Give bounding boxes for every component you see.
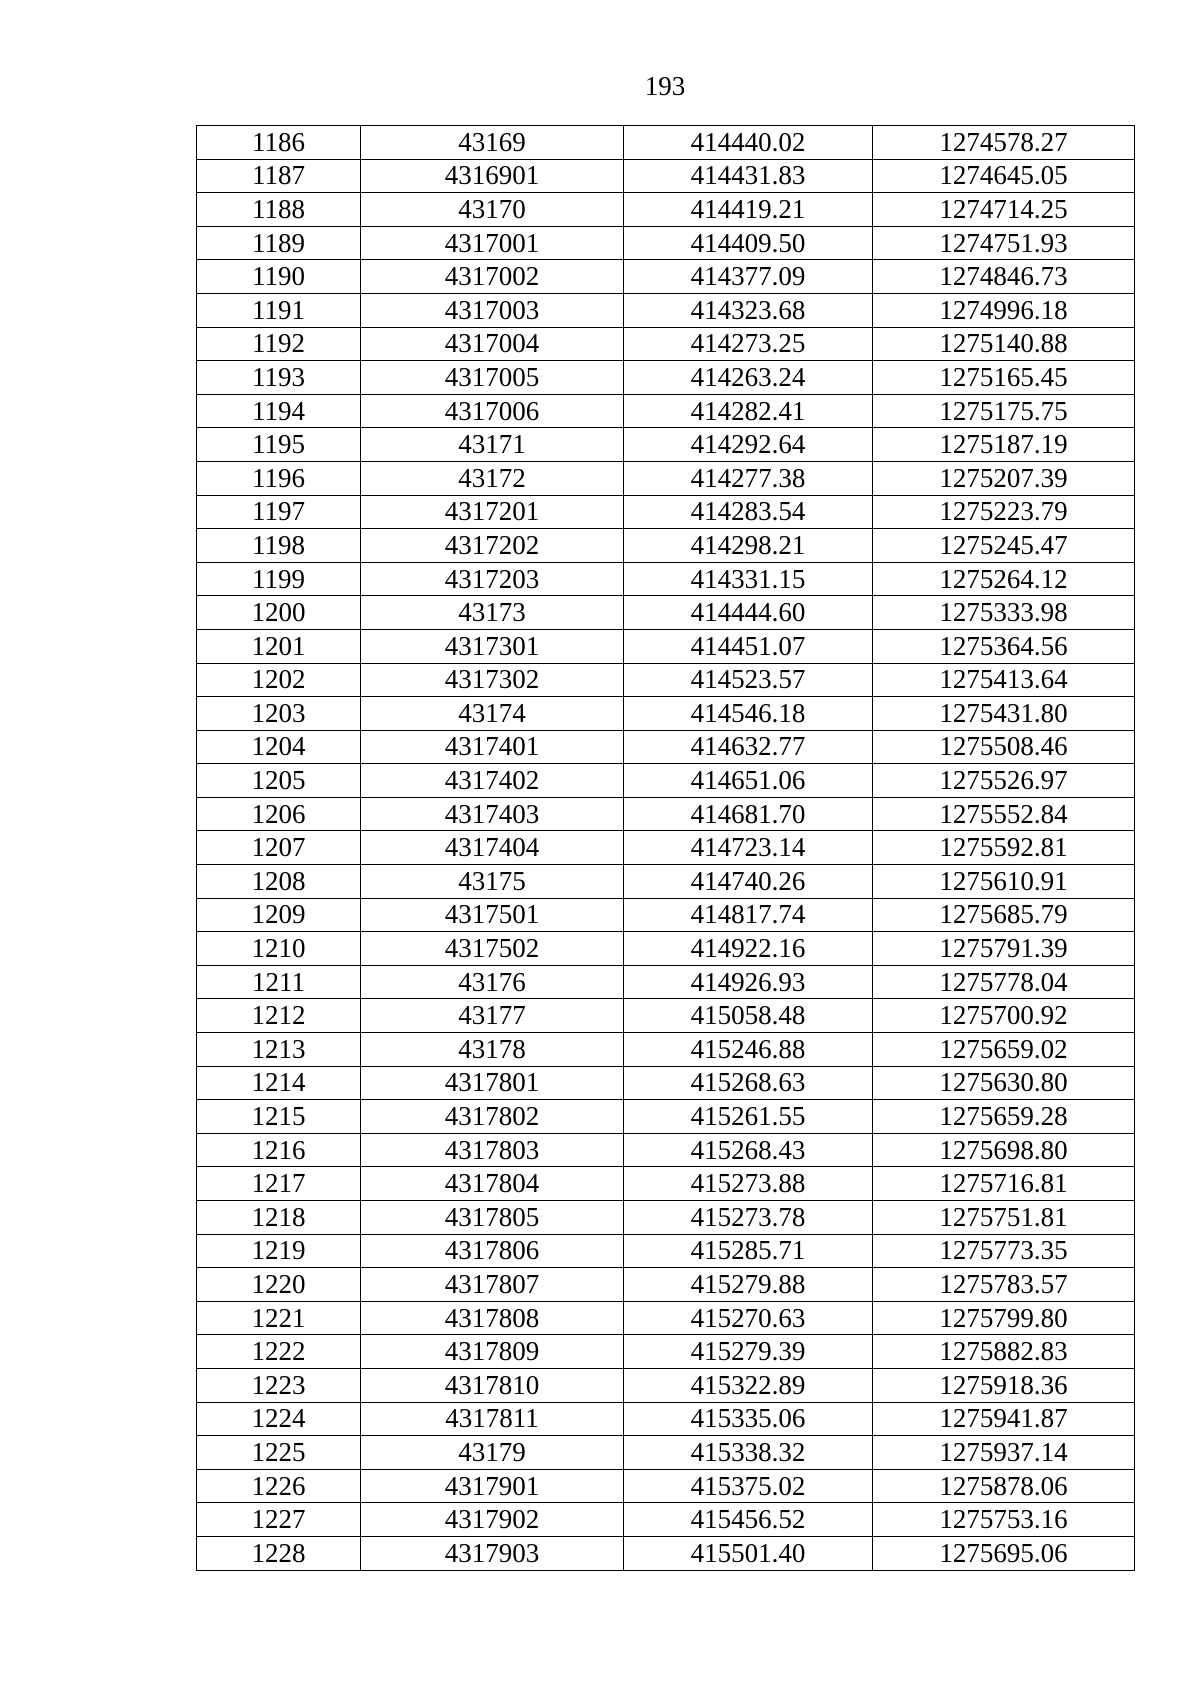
point-id-cell: 4317808 xyxy=(361,1301,624,1335)
x-coordinate-cell: 415268.63 xyxy=(624,1066,873,1100)
point-id-cell: 4317502 xyxy=(361,932,624,966)
x-coordinate-cell: 414282.41 xyxy=(624,394,873,428)
row-number-cell: 1224 xyxy=(197,1402,361,1436)
y-coordinate-cell: 1275878.06 xyxy=(873,1469,1135,1503)
table-row xyxy=(197,865,1135,899)
table-row xyxy=(197,1536,1135,1570)
table-row xyxy=(197,1335,1135,1369)
row-number-cell: 1188 xyxy=(197,193,361,227)
point-id-cell: 4317403 xyxy=(361,797,624,831)
x-coordinate-cell: 414273.25 xyxy=(624,327,873,361)
table-row xyxy=(197,1100,1135,1134)
row-number-cell: 1203 xyxy=(197,697,361,731)
y-coordinate-cell: 1275659.28 xyxy=(873,1100,1135,1134)
y-coordinate-cell: 1275791.39 xyxy=(873,932,1135,966)
table-row xyxy=(197,1066,1135,1100)
table-row xyxy=(197,260,1135,294)
y-coordinate-cell: 1275165.45 xyxy=(873,361,1135,395)
row-number-cell: 1211 xyxy=(197,965,361,999)
row-number-cell: 1220 xyxy=(197,1268,361,1302)
row-number-cell: 1222 xyxy=(197,1335,361,1369)
table-row xyxy=(197,293,1135,327)
y-coordinate-cell: 1275592.81 xyxy=(873,831,1135,865)
point-id-cell: 4316901 xyxy=(361,159,624,193)
x-coordinate-cell: 414651.06 xyxy=(624,764,873,798)
x-coordinate-cell: 415338.32 xyxy=(624,1436,873,1470)
point-id-cell: 4317003 xyxy=(361,293,624,327)
point-id-cell: 4317801 xyxy=(361,1066,624,1100)
table-row xyxy=(197,1268,1135,1302)
x-coordinate-cell: 414817.74 xyxy=(624,898,873,932)
point-id-cell: 43174 xyxy=(361,697,624,731)
table-row xyxy=(197,764,1135,798)
y-coordinate-cell: 1275751.81 xyxy=(873,1201,1135,1235)
table-row xyxy=(197,1402,1135,1436)
row-number-cell: 1228 xyxy=(197,1536,361,1570)
x-coordinate-cell: 414723.14 xyxy=(624,831,873,865)
table-row xyxy=(197,1436,1135,1470)
x-coordinate-cell: 414377.09 xyxy=(624,260,873,294)
table-row xyxy=(197,898,1135,932)
x-coordinate-cell: 415456.52 xyxy=(624,1503,873,1537)
point-id-cell: 4317201 xyxy=(361,495,624,529)
table-row xyxy=(197,831,1135,865)
x-coordinate-cell: 414523.57 xyxy=(624,663,873,697)
table-row xyxy=(197,965,1135,999)
table-row xyxy=(197,629,1135,663)
table-row xyxy=(197,663,1135,697)
point-id-cell: 43169 xyxy=(361,126,624,160)
x-coordinate-cell: 414926.93 xyxy=(624,965,873,999)
table-row xyxy=(197,428,1135,462)
table-row xyxy=(197,361,1135,395)
row-number-cell: 1226 xyxy=(197,1469,361,1503)
x-coordinate-cell: 415279.88 xyxy=(624,1268,873,1302)
point-id-cell: 4317806 xyxy=(361,1234,624,1268)
y-coordinate-cell: 1274645.05 xyxy=(873,159,1135,193)
x-coordinate-cell: 414263.24 xyxy=(624,361,873,395)
x-coordinate-cell: 414546.18 xyxy=(624,697,873,731)
x-coordinate-cell: 414409.50 xyxy=(624,226,873,260)
row-number-cell: 1196 xyxy=(197,461,361,495)
x-coordinate-cell: 414292.64 xyxy=(624,428,873,462)
table-row xyxy=(197,1368,1135,1402)
y-coordinate-cell: 1274996.18 xyxy=(873,293,1135,327)
point-id-cell: 4317902 xyxy=(361,1503,624,1537)
row-number-cell: 1209 xyxy=(197,898,361,932)
point-id-cell: 4317804 xyxy=(361,1167,624,1201)
table-row xyxy=(197,394,1135,428)
x-coordinate-cell: 414681.70 xyxy=(624,797,873,831)
row-number-cell: 1210 xyxy=(197,932,361,966)
row-number-cell: 1190 xyxy=(197,260,361,294)
y-coordinate-cell: 1275685.79 xyxy=(873,898,1135,932)
page-number: 193 xyxy=(644,71,686,101)
point-id-cell: 4317810 xyxy=(361,1368,624,1402)
y-coordinate-cell: 1275630.80 xyxy=(873,1066,1135,1100)
point-id-cell: 4317302 xyxy=(361,663,624,697)
x-coordinate-cell: 415268.43 xyxy=(624,1133,873,1167)
y-coordinate-cell: 1275223.79 xyxy=(873,495,1135,529)
y-coordinate-cell: 1275778.04 xyxy=(873,965,1135,999)
x-coordinate-cell: 414323.68 xyxy=(624,293,873,327)
table-row xyxy=(197,932,1135,966)
point-id-cell: 4317202 xyxy=(361,529,624,563)
table-row xyxy=(197,193,1135,227)
y-coordinate-cell: 1275245.47 xyxy=(873,529,1135,563)
row-number-cell: 1212 xyxy=(197,999,361,1033)
row-number-cell: 1194 xyxy=(197,394,361,428)
x-coordinate-cell: 415273.88 xyxy=(624,1167,873,1201)
x-coordinate-cell: 414444.60 xyxy=(624,596,873,630)
y-coordinate-cell: 1275413.64 xyxy=(873,663,1135,697)
row-number-cell: 1186 xyxy=(197,126,361,160)
y-coordinate-cell: 1275264.12 xyxy=(873,562,1135,596)
row-number-cell: 1207 xyxy=(197,831,361,865)
point-id-cell: 4317802 xyxy=(361,1100,624,1134)
row-number-cell: 1225 xyxy=(197,1436,361,1470)
table-row xyxy=(197,596,1135,630)
y-coordinate-cell: 1275918.36 xyxy=(873,1368,1135,1402)
x-coordinate-cell: 414419.21 xyxy=(624,193,873,227)
row-number-cell: 1219 xyxy=(197,1234,361,1268)
row-number-cell: 1202 xyxy=(197,663,361,697)
y-coordinate-cell: 1275882.83 xyxy=(873,1335,1135,1369)
row-number-cell: 1218 xyxy=(197,1201,361,1235)
coordinate-table-body xyxy=(197,126,1135,1571)
x-coordinate-cell: 414740.26 xyxy=(624,865,873,899)
x-coordinate-cell: 414431.83 xyxy=(624,159,873,193)
x-coordinate-cell: 414298.21 xyxy=(624,529,873,563)
point-id-cell: 43171 xyxy=(361,428,624,462)
point-id-cell: 4317005 xyxy=(361,361,624,395)
x-coordinate-cell: 414277.38 xyxy=(624,461,873,495)
table-row xyxy=(197,730,1135,764)
row-number-cell: 1198 xyxy=(197,529,361,563)
point-id-cell: 4317404 xyxy=(361,831,624,865)
point-id-cell: 4317811 xyxy=(361,1402,624,1436)
y-coordinate-cell: 1275175.75 xyxy=(873,394,1135,428)
y-coordinate-cell: 1275333.98 xyxy=(873,596,1135,630)
point-id-cell: 4317002 xyxy=(361,260,624,294)
y-coordinate-cell: 1275610.91 xyxy=(873,865,1135,899)
coordinate-table xyxy=(196,125,1135,1571)
y-coordinate-cell: 1275508.46 xyxy=(873,730,1135,764)
point-id-cell: 4317006 xyxy=(361,394,624,428)
y-coordinate-cell: 1275799.80 xyxy=(873,1301,1135,1335)
point-id-cell: 43177 xyxy=(361,999,624,1033)
y-coordinate-cell: 1275753.16 xyxy=(873,1503,1135,1537)
x-coordinate-cell: 415261.55 xyxy=(624,1100,873,1134)
row-number-cell: 1204 xyxy=(197,730,361,764)
point-id-cell: 4317803 xyxy=(361,1133,624,1167)
point-id-cell: 43173 xyxy=(361,596,624,630)
table-row xyxy=(197,126,1135,160)
table-row xyxy=(197,495,1135,529)
point-id-cell: 43179 xyxy=(361,1436,624,1470)
x-coordinate-cell: 415285.71 xyxy=(624,1234,873,1268)
table-row xyxy=(197,1503,1135,1537)
x-coordinate-cell: 415058.48 xyxy=(624,999,873,1033)
point-id-cell: 43170 xyxy=(361,193,624,227)
y-coordinate-cell: 1275773.35 xyxy=(873,1234,1135,1268)
table-row xyxy=(197,1234,1135,1268)
y-coordinate-cell: 1275526.97 xyxy=(873,764,1135,798)
point-id-cell: 4317809 xyxy=(361,1335,624,1369)
x-coordinate-cell: 415501.40 xyxy=(624,1536,873,1570)
row-number-cell: 1199 xyxy=(197,562,361,596)
row-number-cell: 1191 xyxy=(197,293,361,327)
table-row xyxy=(197,697,1135,731)
point-id-cell: 4317004 xyxy=(361,327,624,361)
table-row xyxy=(197,1301,1135,1335)
x-coordinate-cell: 415273.78 xyxy=(624,1201,873,1235)
x-coordinate-cell: 415335.06 xyxy=(624,1402,873,1436)
table-row xyxy=(197,159,1135,193)
row-number-cell: 1197 xyxy=(197,495,361,529)
row-number-cell: 1221 xyxy=(197,1301,361,1335)
x-coordinate-cell: 414331.15 xyxy=(624,562,873,596)
point-id-cell: 4317402 xyxy=(361,764,624,798)
table-row xyxy=(197,562,1135,596)
y-coordinate-cell: 1275941.87 xyxy=(873,1402,1135,1436)
point-id-cell: 4317001 xyxy=(361,226,624,260)
table-row xyxy=(197,226,1135,260)
x-coordinate-cell: 415322.89 xyxy=(624,1368,873,1402)
y-coordinate-cell: 1275207.39 xyxy=(873,461,1135,495)
table-row xyxy=(197,1033,1135,1067)
y-coordinate-cell: 1275364.56 xyxy=(873,629,1135,663)
row-number-cell: 1214 xyxy=(197,1066,361,1100)
point-id-cell: 4317401 xyxy=(361,730,624,764)
table-row xyxy=(197,1201,1135,1235)
y-coordinate-cell: 1274714.25 xyxy=(873,193,1135,227)
x-coordinate-cell: 414632.77 xyxy=(624,730,873,764)
y-coordinate-cell: 1275695.06 xyxy=(873,1536,1135,1570)
x-coordinate-cell: 415375.02 xyxy=(624,1469,873,1503)
y-coordinate-cell: 1275700.92 xyxy=(873,999,1135,1033)
y-coordinate-cell: 1275783.57 xyxy=(873,1268,1135,1302)
row-number-cell: 1193 xyxy=(197,361,361,395)
x-coordinate-cell: 415279.39 xyxy=(624,1335,873,1369)
point-id-cell: 4317301 xyxy=(361,629,624,663)
row-number-cell: 1223 xyxy=(197,1368,361,1402)
row-number-cell: 1201 xyxy=(197,629,361,663)
table-row xyxy=(197,529,1135,563)
table-row xyxy=(197,1167,1135,1201)
y-coordinate-cell: 1274578.27 xyxy=(873,126,1135,160)
table-row xyxy=(197,461,1135,495)
table-row xyxy=(197,327,1135,361)
y-coordinate-cell: 1275716.81 xyxy=(873,1167,1135,1201)
row-number-cell: 1216 xyxy=(197,1133,361,1167)
row-number-cell: 1189 xyxy=(197,226,361,260)
row-number-cell: 1195 xyxy=(197,428,361,462)
table-row xyxy=(197,1469,1135,1503)
y-coordinate-cell: 1275937.14 xyxy=(873,1436,1135,1470)
x-coordinate-cell: 414283.54 xyxy=(624,495,873,529)
point-id-cell: 4317203 xyxy=(361,562,624,596)
row-number-cell: 1213 xyxy=(197,1033,361,1067)
y-coordinate-cell: 1275187.19 xyxy=(873,428,1135,462)
x-coordinate-cell: 414922.16 xyxy=(624,932,873,966)
point-id-cell: 43172 xyxy=(361,461,624,495)
x-coordinate-cell: 415246.88 xyxy=(624,1033,873,1067)
point-id-cell: 4317807 xyxy=(361,1268,624,1302)
x-coordinate-cell: 414440.02 xyxy=(624,126,873,160)
point-id-cell: 4317805 xyxy=(361,1201,624,1235)
row-number-cell: 1206 xyxy=(197,797,361,831)
row-number-cell: 1192 xyxy=(197,327,361,361)
row-number-cell: 1215 xyxy=(197,1100,361,1134)
row-number-cell: 1187 xyxy=(197,159,361,193)
row-number-cell: 1205 xyxy=(197,764,361,798)
x-coordinate-cell: 415270.63 xyxy=(624,1301,873,1335)
table-row xyxy=(197,1133,1135,1167)
point-id-cell: 4317901 xyxy=(361,1469,624,1503)
y-coordinate-cell: 1275140.88 xyxy=(873,327,1135,361)
x-coordinate-cell: 414451.07 xyxy=(624,629,873,663)
y-coordinate-cell: 1274751.93 xyxy=(873,226,1135,260)
y-coordinate-cell: 1275431.80 xyxy=(873,697,1135,731)
point-id-cell: 43175 xyxy=(361,865,624,899)
point-id-cell: 43178 xyxy=(361,1033,624,1067)
point-id-cell: 4317903 xyxy=(361,1536,624,1570)
table-row xyxy=(197,999,1135,1033)
y-coordinate-cell: 1275698.80 xyxy=(873,1133,1135,1167)
row-number-cell: 1208 xyxy=(197,865,361,899)
point-id-cell: 4317501 xyxy=(361,898,624,932)
row-number-cell: 1200 xyxy=(197,596,361,630)
point-id-cell: 43176 xyxy=(361,965,624,999)
row-number-cell: 1227 xyxy=(197,1503,361,1537)
table-row xyxy=(197,797,1135,831)
y-coordinate-cell: 1274846.73 xyxy=(873,260,1135,294)
row-number-cell: 1217 xyxy=(197,1167,361,1201)
y-coordinate-cell: 1275659.02 xyxy=(873,1033,1135,1067)
y-coordinate-cell: 1275552.84 xyxy=(873,797,1135,831)
